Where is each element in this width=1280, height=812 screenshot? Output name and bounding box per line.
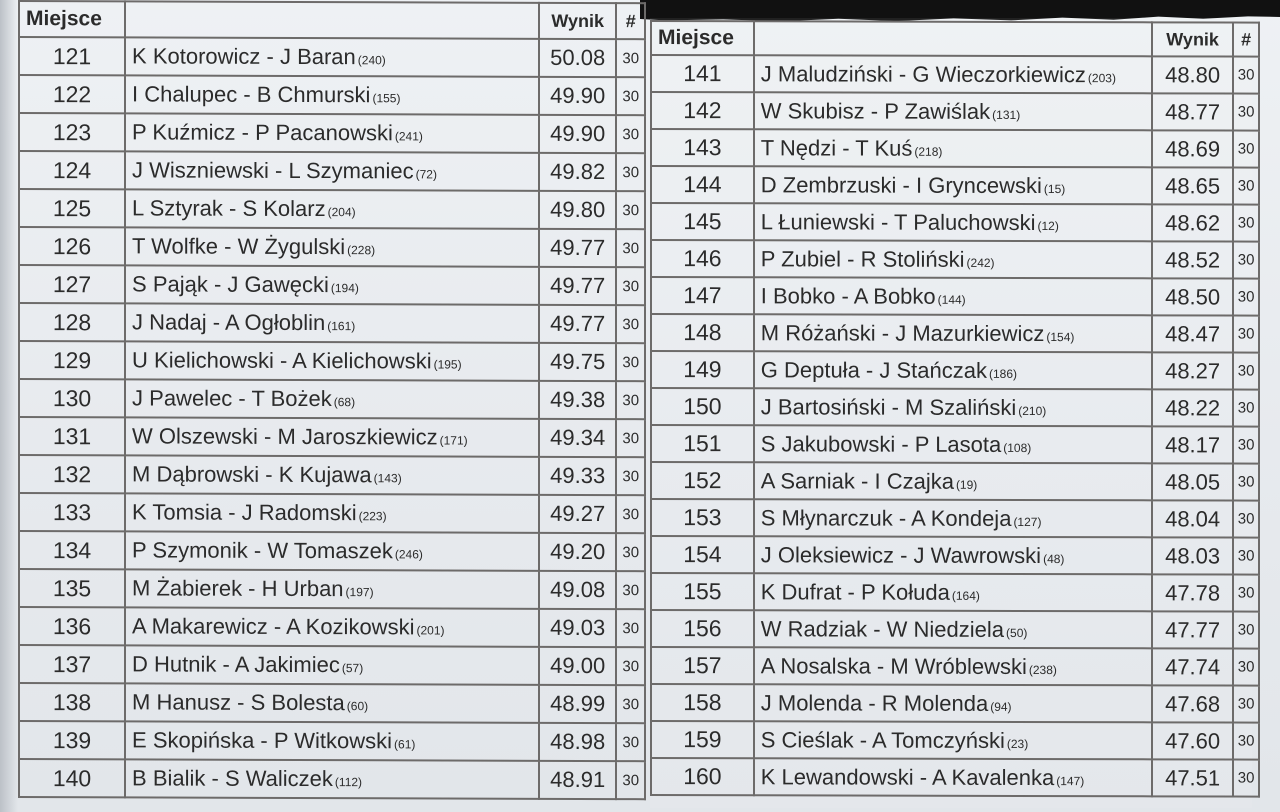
pair-cell bbox=[754, 425, 1152, 463]
count-cell: 30 bbox=[616, 723, 645, 761]
count-column-header: # bbox=[616, 3, 645, 39]
pair-names: U Kielichowski - A Kielichowski bbox=[132, 347, 432, 374]
pair-id: (23) bbox=[1006, 736, 1029, 751]
pair-names: S Pająk - J Gawęcki bbox=[132, 271, 329, 298]
place-cell: 124 bbox=[19, 151, 125, 189]
pair-id: (218) bbox=[914, 144, 943, 159]
pair-cell bbox=[754, 203, 1152, 241]
pair-cell bbox=[125, 37, 539, 76]
pair-names: J Molenda - R Molenda bbox=[760, 689, 989, 716]
pair-id: (112) bbox=[334, 775, 363, 790]
pair-id: (68) bbox=[333, 395, 356, 410]
pair-cell bbox=[125, 417, 539, 456]
score-cell: 50.08 bbox=[539, 39, 616, 77]
table-row bbox=[651, 425, 1259, 464]
place-cell: 122 bbox=[19, 75, 125, 113]
pair-cell bbox=[754, 758, 1152, 796]
table-row bbox=[651, 277, 1259, 316]
count-cell: 30 bbox=[1233, 686, 1259, 723]
place-cell: 138 bbox=[19, 683, 125, 721]
count-cell: 30 bbox=[1233, 279, 1259, 316]
score-cell: 49.77 bbox=[539, 267, 616, 305]
table-row bbox=[19, 265, 645, 305]
pair-id: (61) bbox=[394, 737, 416, 752]
count-cell: 30 bbox=[616, 153, 645, 191]
pair-cell bbox=[125, 75, 539, 114]
right-results-table bbox=[650, 20, 1260, 798]
score-cell: 49.75 bbox=[539, 343, 616, 381]
pair-cell bbox=[125, 303, 539, 342]
count-cell: 30 bbox=[616, 267, 645, 305]
count-cell: 30 bbox=[616, 115, 645, 153]
table-row bbox=[651, 647, 1259, 686]
pair-names: D Hutnik - A Jakimiec bbox=[132, 651, 340, 678]
pair-id: (127) bbox=[1013, 514, 1042, 529]
pair-names: I Bobko - A Bobko bbox=[760, 282, 936, 309]
pair-id: (204) bbox=[327, 205, 356, 220]
place-cell: 143 bbox=[651, 129, 754, 166]
count-cell: 30 bbox=[1233, 316, 1259, 353]
place-cell: 140 bbox=[19, 759, 125, 797]
pair-id: (195) bbox=[433, 357, 462, 372]
table-row bbox=[19, 493, 645, 533]
score-cell: 48.47 bbox=[1152, 315, 1233, 352]
score-cell: 49.03 bbox=[539, 609, 616, 647]
place-cell: 126 bbox=[19, 227, 125, 265]
score-cell: 48.05 bbox=[1152, 463, 1233, 500]
table-row bbox=[19, 379, 645, 419]
table-row bbox=[19, 645, 645, 685]
score-cell: 48.80 bbox=[1152, 56, 1233, 93]
table-row bbox=[651, 721, 1259, 760]
table-row bbox=[651, 55, 1259, 94]
table-row bbox=[19, 303, 645, 343]
score-cell: 49.27 bbox=[539, 495, 616, 533]
score-cell: 49.77 bbox=[539, 229, 616, 267]
pair-cell bbox=[125, 493, 539, 532]
pair-names: A Nosalska - M Wróblewski bbox=[760, 652, 1027, 679]
count-cell: 30 bbox=[616, 419, 645, 457]
pair-names: S Młynarczuk - A Kondeja bbox=[760, 504, 1012, 531]
table-row bbox=[19, 721, 645, 761]
score-column-header: Wynik bbox=[539, 3, 616, 39]
table-row bbox=[651, 499, 1259, 538]
score-cell: 48.22 bbox=[1152, 389, 1233, 426]
count-cell: 30 bbox=[616, 305, 645, 343]
pair-id: (72) bbox=[415, 167, 437, 182]
score-column-header: Wynik bbox=[1152, 22, 1233, 56]
score-cell: 49.33 bbox=[539, 457, 616, 495]
table-row bbox=[651, 166, 1259, 205]
table-row bbox=[651, 610, 1259, 649]
pair-id: (238) bbox=[1028, 662, 1057, 677]
pair-id: (240) bbox=[357, 53, 386, 68]
pair-names: K Tomsia - J Radomski bbox=[132, 499, 357, 526]
pair-id: (48) bbox=[1043, 551, 1065, 566]
pair-names: J Maludziński - G Wieczorkiewicz bbox=[760, 60, 1086, 87]
table-row bbox=[651, 351, 1259, 390]
pair-names: J Nadaj - A Ogłoblin bbox=[132, 309, 326, 336]
count-cell: 30 bbox=[616, 609, 645, 647]
pair-id: (210) bbox=[1018, 403, 1047, 418]
place-cell: 135 bbox=[19, 569, 125, 607]
table-row bbox=[19, 113, 645, 153]
place-cell: 156 bbox=[651, 610, 754, 647]
pair-id: (201) bbox=[416, 623, 445, 638]
pair-names: S Jakubowski - P Lasota bbox=[760, 430, 1002, 457]
count-cell: 30 bbox=[616, 381, 645, 419]
table-row bbox=[651, 314, 1259, 353]
pair-names: W Skubisz - P Zawiślak bbox=[760, 97, 991, 124]
place-cell: 147 bbox=[651, 277, 754, 314]
pair-cell bbox=[754, 388, 1152, 426]
place-cell: 129 bbox=[19, 341, 125, 379]
pair-id: (12) bbox=[1037, 218, 1059, 233]
score-cell: 48.04 bbox=[1152, 500, 1233, 537]
table-row bbox=[19, 531, 645, 571]
score-cell: 48.77 bbox=[1152, 93, 1233, 130]
count-cell: 30 bbox=[616, 685, 645, 723]
count-cell: 30 bbox=[1233, 242, 1259, 279]
pair-cell bbox=[754, 610, 1152, 648]
pair-id: (50) bbox=[1006, 625, 1028, 640]
pair-cell bbox=[125, 265, 539, 304]
score-cell: 48.27 bbox=[1152, 352, 1233, 389]
table-row bbox=[651, 462, 1259, 501]
pair-cell bbox=[125, 455, 539, 494]
pair-id: (57) bbox=[341, 661, 364, 676]
pair-cell bbox=[754, 647, 1152, 685]
place-cell: 123 bbox=[19, 113, 125, 151]
pair-names: T Wolfke - W Żygulski bbox=[132, 233, 346, 260]
score-cell: 49.77 bbox=[539, 305, 616, 343]
pair-id: (186) bbox=[988, 366, 1017, 381]
score-cell: 49.08 bbox=[539, 571, 616, 609]
count-cell: 30 bbox=[1233, 649, 1259, 686]
table-row bbox=[19, 417, 645, 457]
score-cell: 47.74 bbox=[1152, 648, 1233, 685]
pair-id: (241) bbox=[394, 129, 423, 144]
place-cell: 125 bbox=[19, 189, 125, 227]
pair-cell bbox=[754, 240, 1152, 278]
pair-cell bbox=[754, 55, 1152, 93]
pair-names: P Szymonik - W Tomaszek bbox=[132, 537, 393, 564]
pair-cell bbox=[754, 166, 1152, 204]
pair-names: M Dąbrowski - K Kujawa bbox=[132, 461, 372, 488]
table-row bbox=[19, 341, 645, 381]
pair-id: (197) bbox=[345, 585, 374, 600]
pair-id: (143) bbox=[373, 471, 402, 486]
pair-names: K Dufrat - P Kołuda bbox=[760, 578, 950, 605]
pair-cell bbox=[125, 645, 539, 684]
pair-names: J Pawelec - T Bożek bbox=[132, 385, 332, 412]
count-column-header: # bbox=[1233, 23, 1259, 57]
place-cell: 157 bbox=[651, 647, 754, 684]
score-cell: 47.51 bbox=[1152, 759, 1233, 796]
pair-id: (242) bbox=[966, 255, 995, 270]
pair-names: E Skopińska - P Witkowski bbox=[132, 727, 393, 754]
pair-id: (194) bbox=[330, 281, 359, 296]
pair-id: (154) bbox=[1046, 329, 1075, 344]
score-cell: 49.90 bbox=[539, 115, 616, 153]
pair-names: A Makarewicz - A Kozikowski bbox=[132, 613, 415, 640]
pair-id: (19) bbox=[955, 477, 978, 492]
pair-names: I Chalupec - B Chmurski bbox=[132, 81, 371, 108]
pair-names: M Hanusz - S Bolesta bbox=[132, 689, 345, 716]
count-cell: 30 bbox=[616, 343, 645, 381]
pair-id: (60) bbox=[346, 699, 369, 714]
score-cell: 47.68 bbox=[1152, 685, 1233, 722]
count-cell: 30 bbox=[616, 191, 645, 229]
score-cell: 48.65 bbox=[1152, 167, 1233, 204]
table-row bbox=[19, 189, 645, 229]
table-row bbox=[651, 684, 1259, 723]
place-cell: 159 bbox=[651, 721, 754, 758]
pair-names: W Olszewski - M Jaroszkiewicz bbox=[132, 423, 438, 450]
table-row bbox=[651, 203, 1259, 242]
pair-cell bbox=[754, 721, 1152, 759]
pair-names: B Bialik - S Waliczek bbox=[132, 765, 333, 792]
pair-cell bbox=[125, 721, 539, 760]
place-cell: 153 bbox=[651, 499, 754, 536]
table-row bbox=[19, 607, 645, 647]
place-cell: 149 bbox=[651, 351, 754, 388]
score-cell: 48.91 bbox=[539, 761, 616, 799]
pair-names: G Deptuła - J Stańczak bbox=[760, 356, 987, 383]
count-cell: 30 bbox=[1233, 723, 1259, 760]
count-cell: 30 bbox=[1233, 390, 1259, 427]
score-cell: 47.78 bbox=[1152, 574, 1233, 611]
pair-names: K Lewandowski - A Kavalenka bbox=[760, 763, 1055, 790]
pair-cell bbox=[125, 379, 539, 418]
table-row bbox=[651, 388, 1259, 427]
pair-cell bbox=[125, 683, 539, 722]
pair-id: (131) bbox=[992, 107, 1021, 122]
pair-id: (144) bbox=[937, 292, 966, 307]
pair-names: L Łuniewski - T Paluchowski bbox=[760, 208, 1036, 235]
pair-id: (246) bbox=[394, 547, 423, 562]
pair-names: T Nędzi - T Kuś bbox=[760, 134, 913, 161]
pair-cell bbox=[125, 113, 539, 152]
pair-id: (147) bbox=[1056, 773, 1085, 788]
count-cell: 30 bbox=[616, 39, 645, 77]
pair-cell bbox=[754, 573, 1152, 611]
pair-names: P Kuźmicz - P Pacanowski bbox=[132, 119, 393, 146]
place-cell: 134 bbox=[19, 531, 125, 569]
place-cell: 127 bbox=[19, 265, 125, 303]
pair-cell bbox=[125, 531, 539, 570]
place-cell: 150 bbox=[651, 388, 754, 425]
table-row bbox=[19, 683, 645, 723]
place-cell: 148 bbox=[651, 314, 754, 351]
place-cell: 152 bbox=[651, 462, 754, 499]
place-cell: 158 bbox=[651, 684, 754, 721]
pair-id: (155) bbox=[372, 91, 401, 106]
place-cell: 151 bbox=[651, 425, 754, 462]
place-cell: 131 bbox=[19, 417, 125, 455]
pair-id: (164) bbox=[951, 588, 980, 603]
table-row bbox=[19, 759, 645, 799]
score-cell: 48.69 bbox=[1152, 130, 1233, 167]
table-row bbox=[19, 227, 645, 267]
table-row bbox=[651, 573, 1259, 612]
pair-cell bbox=[125, 341, 539, 380]
count-cell: 30 bbox=[616, 495, 645, 533]
page-shadow bbox=[0, 0, 18, 812]
pair-cell bbox=[754, 129, 1152, 167]
pair-names: M Różański - J Mazurkiewicz bbox=[760, 319, 1045, 346]
count-cell: 30 bbox=[616, 647, 645, 685]
count-cell: 30 bbox=[616, 571, 645, 609]
pair-names: L Sztyrak - S Kolarz bbox=[132, 195, 326, 222]
pair-cell bbox=[125, 569, 539, 608]
pair-column-header bbox=[754, 21, 1152, 56]
place-cell: 121 bbox=[19, 37, 125, 75]
score-cell: 48.52 bbox=[1152, 241, 1233, 278]
pair-cell bbox=[125, 759, 539, 798]
score-cell: 49.80 bbox=[539, 191, 616, 229]
pair-id: (228) bbox=[347, 243, 376, 258]
place-cell: 160 bbox=[651, 758, 754, 795]
score-cell: 48.17 bbox=[1152, 426, 1233, 463]
pair-cell bbox=[754, 314, 1152, 352]
table-row bbox=[19, 75, 645, 115]
pair-column-header bbox=[125, 1, 539, 38]
count-cell: 30 bbox=[1233, 168, 1259, 205]
place-cell: 133 bbox=[19, 493, 125, 531]
pair-cell bbox=[125, 151, 539, 190]
pair-id: (108) bbox=[1003, 440, 1032, 455]
pair-names: P Zubiel - R Stoliński bbox=[760, 245, 965, 272]
count-cell: 30 bbox=[616, 457, 645, 495]
left-header-row bbox=[19, 1, 645, 39]
score-cell: 47.60 bbox=[1152, 722, 1233, 759]
left-results-table bbox=[18, 0, 646, 800]
table-row bbox=[651, 240, 1259, 279]
pair-id: (161) bbox=[327, 319, 356, 334]
pair-names: J Wiszniewski - L Szymaniec bbox=[132, 157, 414, 184]
place-cell: 145 bbox=[651, 203, 754, 240]
place-cell: 139 bbox=[19, 721, 125, 759]
score-cell: 48.03 bbox=[1152, 537, 1233, 574]
count-cell: 30 bbox=[1233, 760, 1259, 797]
score-cell: 48.98 bbox=[539, 723, 616, 761]
pair-cell bbox=[754, 536, 1152, 574]
place-column-header: Miejsce bbox=[19, 1, 125, 37]
count-cell: 30 bbox=[1233, 538, 1259, 575]
table-row bbox=[19, 455, 645, 495]
place-cell: 142 bbox=[651, 92, 754, 129]
score-cell: 48.62 bbox=[1152, 204, 1233, 241]
table-row bbox=[19, 569, 645, 609]
pair-cell bbox=[754, 462, 1152, 500]
pair-names: J Oleksiewicz - J Wawrowski bbox=[760, 541, 1042, 568]
count-cell: 30 bbox=[1233, 131, 1259, 168]
score-cell: 49.82 bbox=[539, 153, 616, 191]
pair-cell bbox=[754, 684, 1152, 722]
place-cell: 155 bbox=[651, 573, 754, 610]
score-cell: 49.38 bbox=[539, 381, 616, 419]
pair-id: (171) bbox=[439, 433, 468, 448]
score-cell: 48.50 bbox=[1152, 278, 1233, 315]
count-cell: 30 bbox=[616, 77, 645, 115]
count-cell: 30 bbox=[616, 761, 645, 799]
place-cell: 154 bbox=[651, 536, 754, 573]
pair-cell bbox=[754, 277, 1152, 315]
pair-cell bbox=[125, 607, 539, 646]
pair-cell bbox=[125, 227, 539, 266]
score-cell: 47.77 bbox=[1152, 611, 1233, 648]
pair-cell bbox=[754, 499, 1152, 537]
count-cell: 30 bbox=[1233, 353, 1259, 390]
count-cell: 30 bbox=[1233, 57, 1259, 94]
pair-names: J Bartosiński - M Szaliński bbox=[760, 393, 1017, 420]
score-cell: 49.20 bbox=[539, 533, 616, 571]
pair-names: K Kotorowicz - J Baran bbox=[132, 43, 356, 70]
score-cell: 48.99 bbox=[539, 685, 616, 723]
table-row bbox=[651, 92, 1259, 131]
pair-names: S Cieślak - A Tomczyński bbox=[760, 726, 1005, 753]
count-cell: 30 bbox=[1233, 464, 1259, 501]
count-cell: 30 bbox=[1233, 427, 1259, 464]
place-cell: 132 bbox=[19, 455, 125, 493]
count-cell: 30 bbox=[1233, 612, 1259, 649]
count-cell: 30 bbox=[1233, 205, 1259, 242]
place-cell: 144 bbox=[651, 166, 754, 203]
score-cell: 49.34 bbox=[539, 419, 616, 457]
place-cell: 137 bbox=[19, 645, 125, 683]
pair-id: (223) bbox=[358, 509, 387, 524]
table-row bbox=[651, 536, 1259, 575]
pair-id: (15) bbox=[1043, 181, 1066, 196]
pair-names: M Żabierek - H Urban bbox=[132, 575, 344, 602]
place-cell: 130 bbox=[19, 379, 125, 417]
place-cell: 128 bbox=[19, 303, 125, 341]
table-row bbox=[19, 37, 645, 77]
count-cell: 30 bbox=[1233, 94, 1259, 131]
score-cell: 49.00 bbox=[539, 647, 616, 685]
pair-names: D Zembrzuski - I Gryncewski bbox=[760, 171, 1042, 198]
pair-cell bbox=[125, 189, 539, 228]
place-cell: 146 bbox=[651, 240, 754, 277]
pair-names: W Radziak - W Niedziela bbox=[760, 615, 1005, 642]
place-column-header: Miejsce bbox=[651, 21, 754, 55]
pair-id: (94) bbox=[990, 699, 1012, 714]
count-cell: 30 bbox=[616, 229, 645, 267]
pair-names: A Sarniak - I Czajka bbox=[760, 467, 954, 494]
count-cell: 30 bbox=[1233, 501, 1259, 538]
pair-id: (203) bbox=[1087, 70, 1116, 85]
place-cell: 141 bbox=[651, 55, 754, 92]
place-cell: 136 bbox=[19, 607, 125, 645]
count-cell: 30 bbox=[616, 533, 645, 571]
pair-cell bbox=[754, 351, 1152, 389]
table-row bbox=[651, 129, 1259, 168]
table-row bbox=[651, 758, 1259, 797]
score-cell: 49.90 bbox=[539, 77, 616, 115]
right-header-row bbox=[651, 21, 1259, 57]
count-cell: 30 bbox=[1233, 575, 1259, 612]
table-row bbox=[19, 151, 645, 191]
pair-cell bbox=[754, 92, 1152, 130]
